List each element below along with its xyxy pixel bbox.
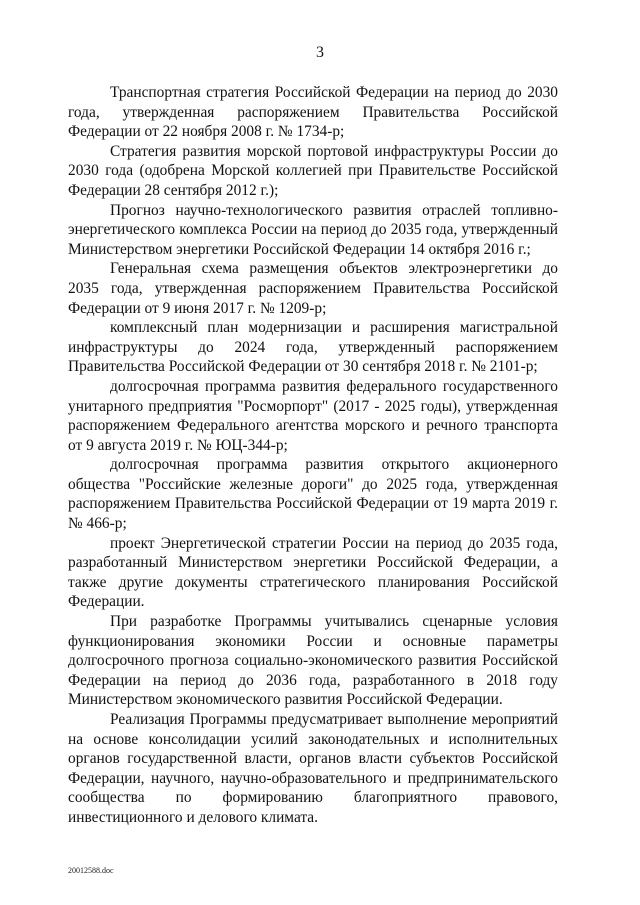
page-number: 3 <box>316 44 324 61</box>
paragraph-transport-strategy: Транспортная стратегия Российской Федерации на период до 2030 года, утвержденная распоряжением Правительства Российской Федерации от 22 ноября 2008 г. № 1734-р; <box>68 84 558 141</box>
paragraph-fuel-energy-forecast: Прогноз научно-технологического развития отраслей топливно-энергетического комплекса России на период до 2035 года, утвержденный Министерством энергетики Российской Федерации 14 октября 2016 г.; <box>68 201 558 258</box>
paragraph-scenario-conditions: При разработке Программы учитывались сценарные условия функционирования экономики России и основные параметры долгосрочного прогноза социально-экономического развития Российской Федерации на период до 2036 года, разработанного в 2018 году Министерством экономического развития Российской Федерации. <box>68 613 558 709</box>
paragraph-power-facilities-scheme: Генеральная схема размещения объектов электроэнергетики до 2035 года, утвержденная распоряжением Правительства Российской Федерации от 9 июня 2017 г. № 1209-р; <box>68 260 558 317</box>
paragraph-port-infrastructure-strategy: Стратегия развития морской портовой инфраструктуры России до 2030 года (одобрена Морской коллегией при Правительстве Российской Федерации 28 сентября 2012 г.); <box>68 142 558 199</box>
paragraph-rzd-program: долгосрочная программа развития открытого акционерного общества "Российские железные дороги" до 2025 года, утвержденная распоряжением Правительства Российской Федерации от 19 марта 2019 г. № 466-р; <box>68 456 558 533</box>
document-file-code: 20012588.doc <box>68 866 114 875</box>
paragraph-energy-strategy-draft: проект Энергетической стратегии России на период до 2035 года, разработанный Министерством энергетики Российской Федерации, а также другие документы стратегического планирования Российской Федерации. <box>68 534 558 611</box>
paragraph-infrastructure-modernization-plan: комплексный план модернизации и расширения магистральной инфраструктуры до 2024 года, утвержденный распоряжением Правительства Российской Федерации от 30 сентября 2018 г. № 2101-р; <box>68 319 558 376</box>
paragraph-program-implementation: Реализация Программы предусматривает выполнение мероприятий на основе консолидации усилий законодательных и исполнительных органов государственной власти, органов власти субъектов Российской Федерации, научного, научно-образовательного и предпринимательского сообщества по формированию благоприятного правового, инвестиционного и делового климата. <box>68 711 558 826</box>
document-body <box>68 83 558 828</box>
paragraph-rosmorport-program: долгосрочная программа развития федерального государственного унитарного предприятия "Росморпорт" (2017 - 2025 годы), утвержденная распоряжением Федерального агентства морского и речного транспорта от 9 августа 2019 г. № ЮЦ-344-р; <box>68 377 558 454</box>
